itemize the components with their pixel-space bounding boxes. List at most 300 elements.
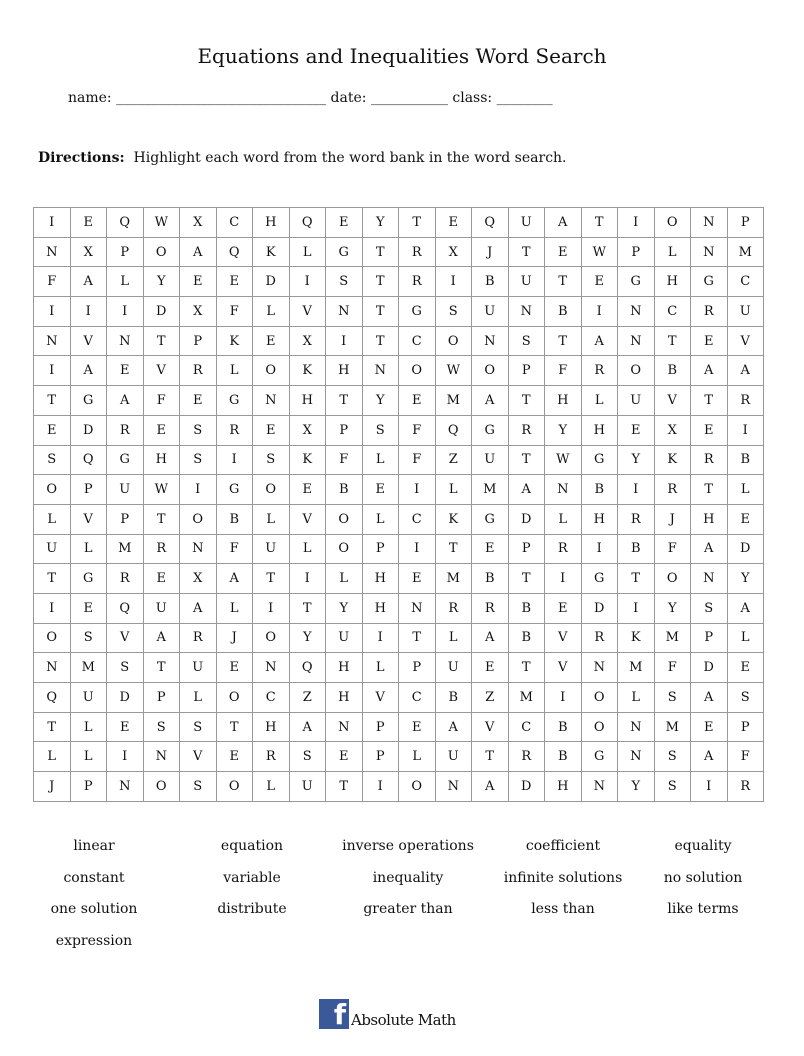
grid-cell[interactable]: I: [545, 564, 582, 594]
grid-cell[interactable]: S: [654, 683, 691, 713]
grid-cell[interactable]: E: [180, 386, 217, 416]
grid-cell[interactable]: Z: [472, 683, 509, 713]
grid-cell[interactable]: U: [70, 683, 107, 713]
grid-cell[interactable]: A: [180, 593, 217, 623]
grid-cell[interactable]: L: [289, 237, 326, 267]
grid-cell[interactable]: I: [581, 297, 618, 327]
grid-cell[interactable]: T: [253, 564, 290, 594]
grid-cell[interactable]: E: [581, 267, 618, 297]
grid-cell[interactable]: E: [472, 653, 509, 683]
grid-cell[interactable]: N: [618, 742, 655, 772]
grid-cell[interactable]: V: [654, 386, 691, 416]
grid-cell[interactable]: I: [107, 742, 144, 772]
grid-cell[interactable]: E: [399, 564, 436, 594]
grid-cell[interactable]: T: [143, 504, 180, 534]
grid-cell[interactable]: I: [34, 593, 71, 623]
grid-cell[interactable]: F: [727, 742, 764, 772]
grid-cell[interactable]: S: [289, 742, 326, 772]
grid-cell[interactable]: U: [253, 534, 290, 564]
grid-cell[interactable]: E: [545, 593, 582, 623]
grid-cell[interactable]: I: [399, 534, 436, 564]
grid-cell[interactable]: G: [581, 742, 618, 772]
grid-cell[interactable]: C: [253, 683, 290, 713]
grid-cell[interactable]: U: [618, 386, 655, 416]
grid-cell[interactable]: A: [70, 267, 107, 297]
grid-cell[interactable]: N: [691, 208, 728, 238]
grid-cell[interactable]: F: [399, 415, 436, 445]
grid-cell[interactable]: L: [107, 267, 144, 297]
grid-cell[interactable]: V: [362, 683, 399, 713]
grid-cell[interactable]: H: [326, 683, 363, 713]
grid-cell[interactable]: H: [581, 415, 618, 445]
grid-cell[interactable]: I: [34, 356, 71, 386]
grid-cell[interactable]: E: [691, 712, 728, 742]
grid-cell[interactable]: B: [727, 445, 764, 475]
grid-cell[interactable]: B: [545, 712, 582, 742]
grid-cell[interactable]: S: [654, 772, 691, 802]
grid-cell[interactable]: R: [691, 297, 728, 327]
grid-cell[interactable]: R: [435, 593, 472, 623]
grid-cell[interactable]: H: [545, 386, 582, 416]
grid-cell[interactable]: E: [727, 504, 764, 534]
grid-cell[interactable]: E: [143, 564, 180, 594]
grid-cell[interactable]: T: [362, 326, 399, 356]
grid-cell[interactable]: L: [618, 683, 655, 713]
grid-cell[interactable]: B: [654, 356, 691, 386]
grid-cell[interactable]: V: [70, 504, 107, 534]
grid-cell[interactable]: O: [326, 504, 363, 534]
grid-cell[interactable]: X: [180, 208, 217, 238]
grid-cell[interactable]: Y: [545, 415, 582, 445]
grid-cell[interactable]: I: [691, 772, 728, 802]
grid-cell[interactable]: L: [253, 297, 290, 327]
grid-cell[interactable]: T: [399, 208, 436, 238]
grid-cell[interactable]: P: [70, 475, 107, 505]
grid-cell[interactable]: D: [107, 683, 144, 713]
grid-cell[interactable]: T: [691, 475, 728, 505]
grid-cell[interactable]: P: [143, 683, 180, 713]
grid-cell[interactable]: U: [508, 267, 545, 297]
grid-cell[interactable]: N: [618, 712, 655, 742]
grid-cell[interactable]: B: [216, 504, 253, 534]
grid-cell[interactable]: U: [143, 593, 180, 623]
grid-cell[interactable]: W: [143, 475, 180, 505]
grid-cell[interactable]: R: [216, 415, 253, 445]
grid-cell[interactable]: N: [618, 297, 655, 327]
grid-cell[interactable]: U: [289, 772, 326, 802]
grid-cell[interactable]: T: [508, 445, 545, 475]
grid-cell[interactable]: G: [70, 564, 107, 594]
grid-cell[interactable]: S: [70, 623, 107, 653]
grid-cell[interactable]: E: [435, 208, 472, 238]
grid-cell[interactable]: F: [143, 386, 180, 416]
grid-cell[interactable]: N: [107, 326, 144, 356]
grid-cell[interactable]: I: [289, 267, 326, 297]
grid-cell[interactable]: G: [399, 297, 436, 327]
grid-cell[interactable]: S: [143, 712, 180, 742]
grid-cell[interactable]: S: [326, 267, 363, 297]
grid-cell[interactable]: O: [253, 356, 290, 386]
grid-cell[interactable]: E: [107, 712, 144, 742]
grid-cell[interactable]: E: [289, 475, 326, 505]
grid-cell[interactable]: N: [253, 653, 290, 683]
grid-cell[interactable]: L: [435, 623, 472, 653]
grid-cell[interactable]: Y: [618, 772, 655, 802]
grid-cell[interactable]: T: [34, 564, 71, 594]
grid-cell[interactable]: O: [326, 534, 363, 564]
grid-cell[interactable]: R: [107, 415, 144, 445]
grid-cell[interactable]: I: [581, 534, 618, 564]
grid-cell[interactable]: H: [289, 386, 326, 416]
grid-cell[interactable]: Y: [362, 208, 399, 238]
grid-cell[interactable]: O: [216, 683, 253, 713]
grid-cell[interactable]: L: [253, 504, 290, 534]
grid-cell[interactable]: O: [216, 772, 253, 802]
grid-cell[interactable]: O: [253, 623, 290, 653]
grid-cell[interactable]: I: [618, 475, 655, 505]
grid-cell[interactable]: E: [70, 593, 107, 623]
grid-cell[interactable]: V: [545, 623, 582, 653]
grid-cell[interactable]: E: [253, 415, 290, 445]
name-blank[interactable]: ______________________________: [116, 90, 327, 106]
grid-cell[interactable]: I: [34, 208, 71, 238]
grid-cell[interactable]: B: [326, 475, 363, 505]
grid-cell[interactable]: N: [326, 712, 363, 742]
grid-cell[interactable]: K: [618, 623, 655, 653]
grid-cell[interactable]: I: [216, 445, 253, 475]
grid-cell[interactable]: L: [180, 683, 217, 713]
grid-cell[interactable]: H: [362, 593, 399, 623]
grid-cell[interactable]: N: [107, 772, 144, 802]
grid-cell[interactable]: Q: [435, 415, 472, 445]
grid-cell[interactable]: N: [326, 297, 363, 327]
grid-cell[interactable]: M: [472, 475, 509, 505]
grid-cell[interactable]: S: [180, 415, 217, 445]
grid-cell[interactable]: B: [472, 564, 509, 594]
grid-cell[interactable]: F: [326, 445, 363, 475]
grid-cell[interactable]: T: [435, 534, 472, 564]
grid-cell[interactable]: M: [727, 237, 764, 267]
grid-cell[interactable]: X: [180, 564, 217, 594]
grid-cell[interactable]: S: [253, 445, 290, 475]
grid-cell[interactable]: I: [253, 593, 290, 623]
grid-cell[interactable]: O: [34, 623, 71, 653]
grid-cell[interactable]: O: [618, 356, 655, 386]
grid-cell[interactable]: V: [472, 712, 509, 742]
grid-cell[interactable]: T: [545, 267, 582, 297]
grid-cell[interactable]: L: [34, 742, 71, 772]
grid-cell[interactable]: Q: [34, 683, 71, 713]
grid-cell[interactable]: R: [508, 742, 545, 772]
grid-cell[interactable]: E: [545, 237, 582, 267]
grid-cell[interactable]: T: [508, 386, 545, 416]
grid-cell[interactable]: H: [326, 653, 363, 683]
grid-cell[interactable]: S: [180, 445, 217, 475]
grid-cell[interactable]: R: [727, 772, 764, 802]
grid-cell[interactable]: E: [107, 356, 144, 386]
grid-cell[interactable]: E: [727, 653, 764, 683]
grid-cell[interactable]: V: [143, 356, 180, 386]
grid-cell[interactable]: X: [289, 415, 326, 445]
grid-cell[interactable]: N: [34, 326, 71, 356]
grid-cell[interactable]: N: [691, 237, 728, 267]
grid-cell[interactable]: E: [472, 534, 509, 564]
grid-cell[interactable]: S: [691, 593, 728, 623]
grid-cell[interactable]: L: [216, 593, 253, 623]
grid-cell[interactable]: B: [545, 742, 582, 772]
grid-cell[interactable]: T: [34, 386, 71, 416]
grid-cell[interactable]: Q: [216, 237, 253, 267]
grid-cell[interactable]: R: [107, 564, 144, 594]
grid-cell[interactable]: R: [581, 356, 618, 386]
grid-cell[interactable]: J: [472, 237, 509, 267]
grid-cell[interactable]: G: [618, 267, 655, 297]
grid-cell[interactable]: W: [581, 237, 618, 267]
grid-cell[interactable]: D: [253, 267, 290, 297]
grid-cell[interactable]: U: [472, 445, 509, 475]
grid-cell[interactable]: S: [508, 326, 545, 356]
grid-cell[interactable]: V: [545, 653, 582, 683]
grid-cell[interactable]: H: [581, 504, 618, 534]
grid-cell[interactable]: T: [399, 623, 436, 653]
grid-cell[interactable]: K: [216, 326, 253, 356]
grid-cell[interactable]: I: [326, 326, 363, 356]
grid-cell[interactable]: L: [70, 742, 107, 772]
grid-cell[interactable]: L: [362, 445, 399, 475]
grid-cell[interactable]: R: [253, 742, 290, 772]
grid-cell[interactable]: L: [727, 475, 764, 505]
grid-cell[interactable]: P: [727, 712, 764, 742]
grid-cell[interactable]: I: [618, 593, 655, 623]
grid-cell[interactable]: T: [362, 267, 399, 297]
grid-cell[interactable]: C: [399, 504, 436, 534]
grid-cell[interactable]: Z: [289, 683, 326, 713]
grid-cell[interactable]: P: [362, 712, 399, 742]
grid-cell[interactable]: L: [70, 534, 107, 564]
grid-cell[interactable]: H: [326, 356, 363, 386]
grid-cell[interactable]: A: [472, 772, 509, 802]
grid-cell[interactable]: K: [435, 504, 472, 534]
grid-cell[interactable]: L: [727, 623, 764, 653]
grid-cell[interactable]: N: [180, 534, 217, 564]
grid-cell[interactable]: E: [399, 712, 436, 742]
grid-cell[interactable]: C: [654, 297, 691, 327]
grid-cell[interactable]: T: [472, 742, 509, 772]
grid-cell[interactable]: K: [654, 445, 691, 475]
grid-cell[interactable]: M: [618, 653, 655, 683]
grid-cell[interactable]: A: [143, 623, 180, 653]
grid-cell[interactable]: A: [508, 475, 545, 505]
grid-cell[interactable]: T: [34, 712, 71, 742]
grid-cell[interactable]: L: [70, 712, 107, 742]
grid-cell[interactable]: F: [34, 267, 71, 297]
grid-cell[interactable]: A: [70, 356, 107, 386]
grid-cell[interactable]: M: [107, 534, 144, 564]
grid-cell[interactable]: T: [691, 386, 728, 416]
grid-cell[interactable]: T: [581, 208, 618, 238]
grid-cell[interactable]: U: [435, 653, 472, 683]
grid-cell[interactable]: P: [508, 356, 545, 386]
grid-cell[interactable]: Y: [289, 623, 326, 653]
grid-cell[interactable]: T: [654, 326, 691, 356]
grid-cell[interactable]: V: [70, 326, 107, 356]
grid-cell[interactable]: A: [472, 386, 509, 416]
grid-cell[interactable]: I: [435, 267, 472, 297]
grid-cell[interactable]: Q: [472, 208, 509, 238]
grid-cell[interactable]: I: [34, 297, 71, 327]
grid-cell[interactable]: G: [216, 475, 253, 505]
grid-cell[interactable]: A: [180, 237, 217, 267]
grid-cell[interactable]: N: [34, 653, 71, 683]
grid-cell[interactable]: P: [362, 742, 399, 772]
grid-cell[interactable]: E: [399, 386, 436, 416]
grid-cell[interactable]: R: [618, 504, 655, 534]
grid-cell[interactable]: E: [216, 267, 253, 297]
grid-cell[interactable]: R: [399, 237, 436, 267]
grid-cell[interactable]: A: [107, 386, 144, 416]
grid-cell[interactable]: S: [180, 772, 217, 802]
grid-cell[interactable]: N: [472, 326, 509, 356]
grid-cell[interactable]: C: [399, 683, 436, 713]
grid-cell[interactable]: N: [34, 237, 71, 267]
grid-cell[interactable]: F: [654, 653, 691, 683]
grid-cell[interactable]: U: [107, 475, 144, 505]
grid-cell[interactable]: O: [435, 326, 472, 356]
grid-cell[interactable]: A: [289, 712, 326, 742]
grid-cell[interactable]: D: [70, 415, 107, 445]
grid-cell[interactable]: R: [654, 475, 691, 505]
grid-cell[interactable]: H: [253, 208, 290, 238]
grid-cell[interactable]: C: [508, 712, 545, 742]
grid-cell[interactable]: B: [508, 623, 545, 653]
grid-cell[interactable]: R: [180, 356, 217, 386]
grid-cell[interactable]: S: [435, 297, 472, 327]
grid-cell[interactable]: S: [654, 742, 691, 772]
grid-cell[interactable]: I: [289, 564, 326, 594]
grid-cell[interactable]: D: [581, 593, 618, 623]
grid-cell[interactable]: B: [618, 534, 655, 564]
grid-cell[interactable]: Q: [289, 653, 326, 683]
grid-cell[interactable]: L: [34, 504, 71, 534]
grid-cell[interactable]: L: [581, 386, 618, 416]
grid-cell[interactable]: M: [654, 712, 691, 742]
grid-cell[interactable]: A: [216, 564, 253, 594]
grid-cell[interactable]: T: [326, 772, 363, 802]
grid-cell[interactable]: K: [289, 445, 326, 475]
grid-cell[interactable]: R: [508, 415, 545, 445]
grid-cell[interactable]: O: [581, 683, 618, 713]
grid-cell[interactable]: D: [508, 504, 545, 534]
grid-cell[interactable]: G: [581, 445, 618, 475]
grid-cell[interactable]: P: [618, 237, 655, 267]
grid-cell[interactable]: Z: [435, 445, 472, 475]
grid-cell[interactable]: G: [472, 415, 509, 445]
grid-cell[interactable]: L: [216, 356, 253, 386]
grid-cell[interactable]: U: [435, 742, 472, 772]
grid-cell[interactable]: A: [435, 712, 472, 742]
grid-cell[interactable]: T: [143, 326, 180, 356]
grid-cell[interactable]: V: [289, 504, 326, 534]
grid-cell[interactable]: E: [70, 208, 107, 238]
grid-cell[interactable]: P: [508, 534, 545, 564]
grid-cell[interactable]: T: [143, 653, 180, 683]
grid-cell[interactable]: Y: [362, 386, 399, 416]
grid-cell[interactable]: N: [581, 653, 618, 683]
grid-cell[interactable]: E: [216, 653, 253, 683]
grid-cell[interactable]: E: [691, 415, 728, 445]
grid-cell[interactable]: X: [70, 237, 107, 267]
grid-cell[interactable]: T: [508, 237, 545, 267]
grid-cell[interactable]: A: [545, 208, 582, 238]
grid-cell[interactable]: J: [216, 623, 253, 653]
grid-cell[interactable]: C: [727, 267, 764, 297]
grid-cell[interactable]: G: [216, 386, 253, 416]
grid-cell[interactable]: U: [727, 297, 764, 327]
grid-cell[interactable]: O: [581, 712, 618, 742]
grid-cell[interactable]: R: [143, 534, 180, 564]
grid-cell[interactable]: G: [691, 267, 728, 297]
grid-cell[interactable]: O: [472, 356, 509, 386]
grid-cell[interactable]: O: [399, 772, 436, 802]
grid-cell[interactable]: K: [289, 356, 326, 386]
grid-cell[interactable]: H: [691, 504, 728, 534]
grid-cell[interactable]: G: [472, 504, 509, 534]
grid-cell[interactable]: I: [618, 208, 655, 238]
grid-cell[interactable]: E: [362, 475, 399, 505]
grid-cell[interactable]: O: [654, 564, 691, 594]
grid-cell[interactable]: T: [326, 386, 363, 416]
grid-cell[interactable]: N: [435, 772, 472, 802]
grid-cell[interactable]: H: [143, 445, 180, 475]
grid-cell[interactable]: P: [107, 504, 144, 534]
grid-cell[interactable]: Q: [107, 593, 144, 623]
grid-cell[interactable]: T: [362, 237, 399, 267]
grid-cell[interactable]: A: [691, 742, 728, 772]
grid-cell[interactable]: L: [435, 475, 472, 505]
grid-cell[interactable]: E: [216, 742, 253, 772]
grid-cell[interactable]: H: [545, 772, 582, 802]
grid-cell[interactable]: T: [362, 297, 399, 327]
grid-cell[interactable]: V: [727, 326, 764, 356]
grid-cell[interactable]: E: [691, 326, 728, 356]
grid-cell[interactable]: L: [362, 504, 399, 534]
grid-cell[interactable]: H: [654, 267, 691, 297]
grid-cell[interactable]: U: [180, 653, 217, 683]
grid-cell[interactable]: N: [545, 475, 582, 505]
grid-cell[interactable]: R: [399, 267, 436, 297]
grid-cell[interactable]: X: [654, 415, 691, 445]
grid-cell[interactable]: P: [326, 415, 363, 445]
grid-cell[interactable]: T: [508, 564, 545, 594]
grid-cell[interactable]: B: [545, 297, 582, 327]
grid-cell[interactable]: A: [691, 356, 728, 386]
grid-cell[interactable]: A: [581, 326, 618, 356]
grid-cell[interactable]: X: [180, 297, 217, 327]
grid-cell[interactable]: U: [472, 297, 509, 327]
grid-cell[interactable]: Y: [326, 593, 363, 623]
grid-cell[interactable]: R: [691, 445, 728, 475]
grid-cell[interactable]: E: [618, 415, 655, 445]
grid-cell[interactable]: M: [508, 683, 545, 713]
grid-cell[interactable]: M: [654, 623, 691, 653]
grid-cell[interactable]: D: [143, 297, 180, 327]
grid-cell[interactable]: R: [472, 593, 509, 623]
grid-cell[interactable]: D: [508, 772, 545, 802]
grid-cell[interactable]: S: [107, 653, 144, 683]
grid-cell[interactable]: R: [180, 623, 217, 653]
grid-cell[interactable]: P: [180, 326, 217, 356]
grid-cell[interactable]: F: [399, 445, 436, 475]
